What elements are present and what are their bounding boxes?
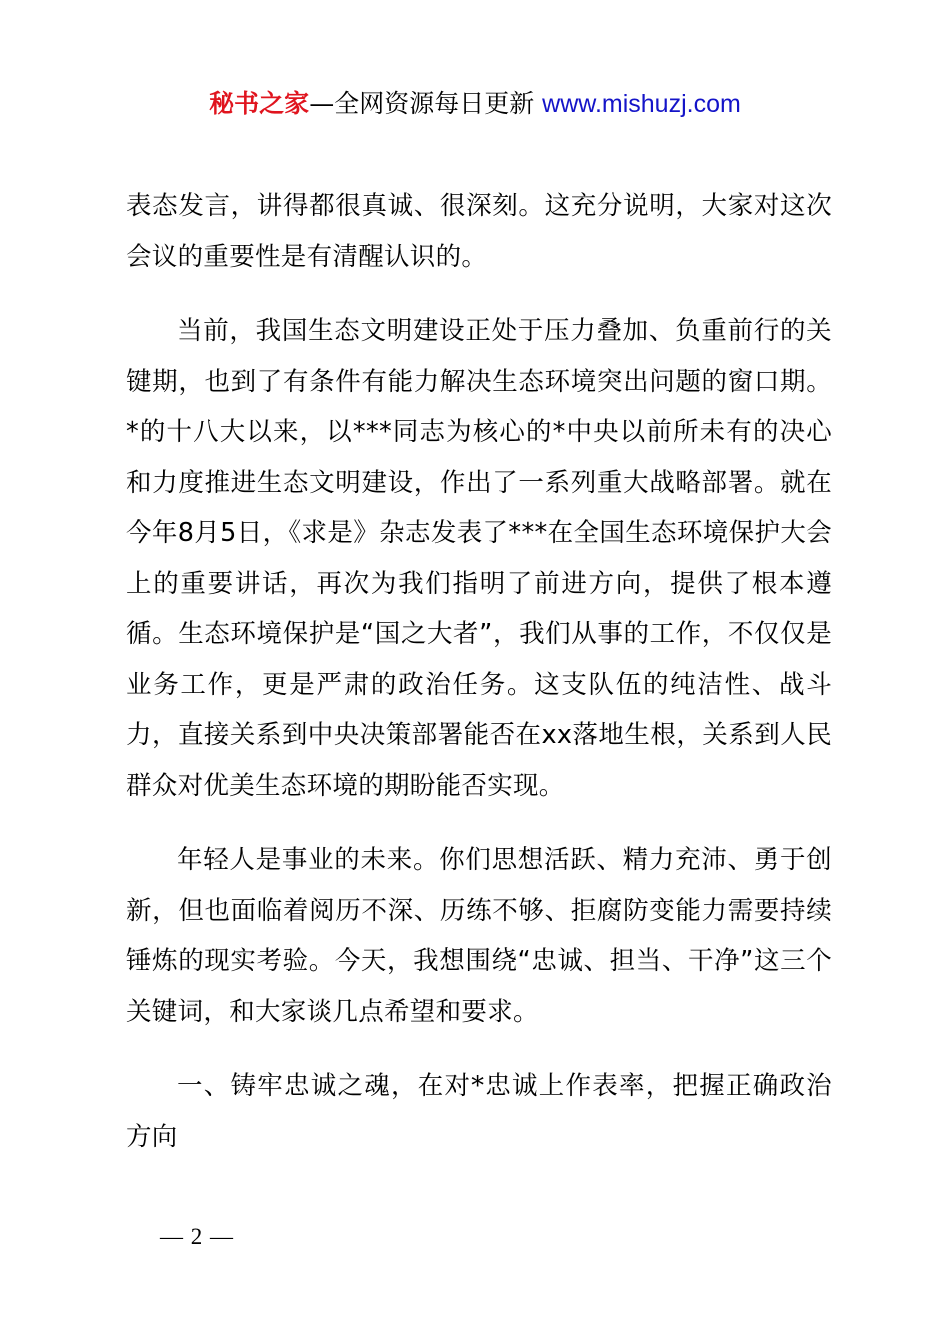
document-body (126, 181, 832, 1162)
paragraph: 当前，我国生态文明建设正处于压力叠加、负重前行的关键期，也到了有条件有能力解决生态环境突出问题的窗口期。*的十八大以来，以***同志为核心的*中央以前所未有的决心和力度推进生态文明建设，作出了一系列重大战略部署。就在今年8月5日，《求是》杂志发表了***在全国生态环境保护大会上的重要讲话，再次为我们指明了前进方向，提供了根本遵循。生态环境保护是“国之大者”，我们从事的工作，不仅仅是业务工作，更是严肃的政治任务。这支队伍的纯洁性、战斗力，直接关系到中央决策部署能否在xx落地生根，关系到人民群众对优美生态环境的期盼能否实现。 (126, 316, 832, 801)
page-number: — 2 — (160, 1224, 234, 1249)
paragraph: 年轻人是事业的未来。你们思想活跃、精力充沛、勇于创新，但也面临着阅历不深、历练不够、拒腐防变能力需要持续锤炼的现实考验。今天，我想围绕“忠诚、担当、干净”这三个关键词，和大家谈几点希望和要求。 (126, 845, 832, 1027)
site-header (0, 86, 950, 122)
site-url[interactable]: www.mishuzj.com (542, 90, 741, 118)
header-tagline: —全网资源每日更新 (309, 89, 535, 118)
paragraph-continued: 表态发言，讲得都很真诚、很深刻。这充分说明，大家对这次会议的重要性是有清醒认识的。 (126, 191, 832, 272)
brand-name: 秘书之家 (209, 89, 310, 118)
section-heading: 一、铸牢忠诚之魂，在对*忠诚上作表率，把握正确政治方向 (126, 1071, 832, 1152)
